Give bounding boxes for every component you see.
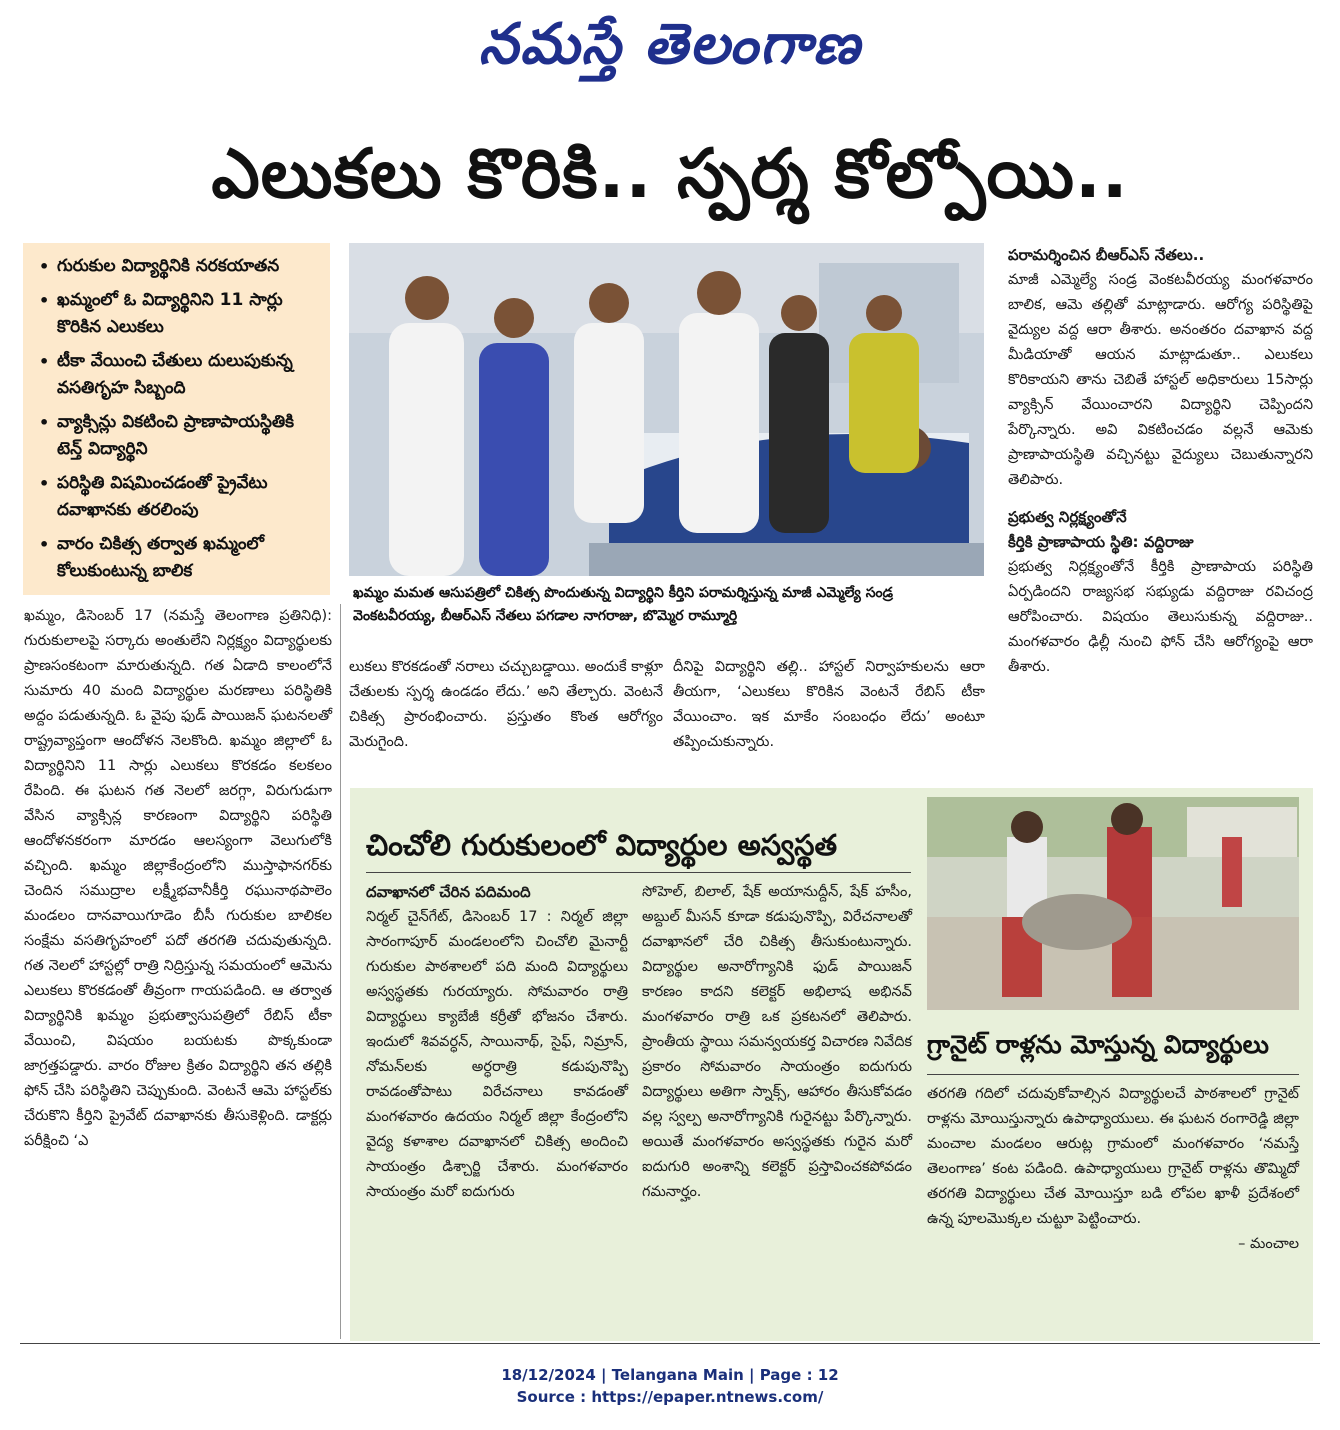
title-underline [366, 872, 911, 873]
students-granite-photo [927, 797, 1299, 1010]
column-divider [340, 604, 341, 1339]
article-mid-column-2: దీనిపై విద్యార్థిని తల్లి.. హాస్టల్ నిర్వాహకులను ఆరా తీయగా, ‘ఎలుకలు కొరికిన వెంటనే రేబిస్ టీకా వేయించాం. ఇక మాకేం సంబంధం లేదు’ అంటూ తప్పించుకున్నారు. [673, 659, 985, 750]
newspaper-logo: నమస్తే తెలంగాణ [478, 11, 862, 77]
photo-caption: ఖమ్మం మమత ఆసుపత్రిలో చికిత్స పొందుతున్న విద్యార్థిని కీర్తిని పరామర్శిస్తున్న మాజీ ఎమ్మెల్యే సండ్ర వెంకటవీరయ్య, బీఆర్‌ఎస్ నేతలు పగడాల నాగరాజు, బొమ్మెర రామ్మూర్తి [353, 585, 893, 624]
page-footer [0, 1364, 1340, 1408]
highlight-item: • వ్యాక్సిన్లు వికటించి ప్రాణాపాయస్థితికి టెన్త్ విద్యార్థిని [39, 412, 295, 459]
highlights-box [23, 243, 330, 595]
article-right-column: పరామర్శించిన బీఆర్‌ఎస్ నేతలు.. మాజీ ఎమ్మెల్యే సండ్ర వెంకటవీరయ్య మంగళవారం బాలిక, ఆమె తల్లితో మాట్లాడారు. ఆరోగ్య పరిస్థితిపై వైద్యుల వద్ద ఆరా తీశారు. అనంతరం దవాఖాన వద్ద మీడియాతో ఆయన మాట్లాడుతూ.. ఎలుకలు కొరికాయని తాను చెబితే హాస్టల్ అధికారులు 15సార్లు వ్యాక్సిన్ వేయించారని విద్యార్థిని చెప్పిందని పేర్కొన్నారు. అవి వికటించడం వల్లనే ఆమెకు ప్రాణాపాయస్థితి వచ్చినట్టు వైద్యులు చెబుతున్నారని తెలిపారు. ప్రభుత్వ నిర్లక్ష్యంతోనే కీర్తికి ప్రాణాపాయ స్థితి: వద్దిరాజు ప్రభుత్వ నిర్లక్ష్యంతోనే కీర్తికి ప్రాణాపాయ పరిస్థితి ఏర్పడిందని రాజ్యసభ సభ్యుడు వద్దిరాజు రవిచంద్ర ఆరోపించారు. విషయం తెలుసుకున్న వద్దిరాజు.. మంగళవారం ఢిల్లీ నుంచి ఫోన్ చేసి ఆరోగ్యంపై ఆరా తీశారు. [1008, 243, 1313, 680]
granite-story-heading: గ్రానైట్ రాళ్లను మోస్తున్న విద్యార్థులు [927, 1030, 1269, 1059]
article-left-column [24, 604, 332, 1154]
story-title: చించోలి గురుకులంలో విద్యార్థుల అస్వస్థత [366, 828, 838, 862]
masthead [0, 4, 1340, 84]
article-body: ఖమ్మం, డిసెంబర్ 17 (నమస్తే తెలంగాణ ప్రతినిధి): గురుకులాలపై సర్కారు అంతులేని నిర్లక్ష్యం విద్యార్థులకు ప్రాణసంకటంగా మారుతున్నది. గత ఏడాది కాలంలోనే సుమారు 40 మంది విద్యార్థుల మరణాలు పరిస్థితికి అద్దం పడుతున్నది. ఓ వైపు ఫుడ్ పాయిజన్ ఘటనలతో రాష్ట్రవ్యాప్తంగా ఆందోళన నెలకొంది. ఖమ్మం జిల్లాలో ఓ విద్యార్థినిని 11 సార్లు ఎలుకలు కొరకడం కలకలం రేపింది. ఈ ఘటన గత నెలలో జరగ్గా, విరుగుడుగా వేసిన వ్యాక్సిన్ల కారణంగా విద్యార్థిని పరిస్థితి ఆందోళనకరంగా మారడం ఆలస్యంగా వెలుగులోకి వచ్చింది. ఖమ్మం జిల్లాకేంద్రంలోని ముస్తాఫానగర్‌కు చెందిన సముద్రాల లక్ష్మీభవానీకీర్తి రఘునాథపాలెం మండలం దానవాయిగూడెం బీసీ గురుకుల బాలికల సంక్షేమ వసతిగృహంలో పదో తరగతి చదువుతున్నది. గత నెలలో హాస్టల్లో రాత్రి నిద్రిస్తున్న సమయంలో ఆమెను ఎలుకలు కొరకడంతో తీవ్రంగా గాయపడింది. ఆ తర్వాత విద్యార్థినికి ఖమ్మం ప్రభుత్వాసుపత్రిలో రేబిస్ టీకా వేయించి, విషయం బయటకు పొక్కకుండా జాగ్రత్తపడ్డారు. వారం రోజుల క్రితం విద్యార్థిని తన తల్లికి ఫోన్ చేసి పరిస్థితిని చెప్పుకుంది. వెంటనే ఆమె హాస్టల్‌కు చేరుకొని కీర్తిని ప్రైవేట్ దవాఖానకు తీసుకెళ్లింది. డాక్టర్లు పరీక్షించి ‘ఎ [24, 608, 332, 1149]
story-column-2: సోహెల్, బిలాల్, షేక్ అయానుద్దీన్, షేక్ హసీం, అబ్దుల్ మీసన్ కూడా కడుపునొప్పి, విరేచనాలతో దవాఖానలో చేరి చికిత్స తీసుకుంటున్నారు. విద్యార్థుల అనారోగ్యానికి ఫుడ్ పాయిజన్ కారణం కాదని కలెక్టర్ అభిలాష అభినవ్ మంగళవారం రాత్రి ఒక ప్రకటనలో తెలిపారు. ప్రాంతీయ స్థాయి సమన్వయకర్త విచారణ నివేదిక ప్రకారం సోమవారం సాయంత్రం ఐదుగురు విద్యార్థులు అతిగా స్నాక్స్, ఆహారం తీసుకోవడం వల్ల స్వల్ప అనారోగ్యానికి గురైనట్టు పేర్కొన్నారు. అయితే మంగళవారం అస్వస్థతకు గురైన మరో ఐదుగురి అంశాన్ని కలెక్టర్ ప్రస్తావించకపోవడం గమనార్హం. [642, 884, 912, 1200]
subheading: ప్రభుత్వ నిర్లక్ష్యంతోనే [1008, 508, 1127, 526]
article-mid-column-1: లుకలు కొరకడంతో నరాలు చచ్చుబడ్డాయి. అందుకే కాళ్లూ చేతులకు స్పర్శ ఉండడం లేదు.’ అని తేల్చారు. వెంటనే చికిత్స ప్రారంభించారు. ప్రస్తుతం కొంత ఆరోగ్యం మెరుగైంది. [349, 659, 663, 750]
subheading: కీర్తికి ప్రాణాపాయ స్థితి: వద్దిరాజు [1008, 533, 1194, 551]
photo-illustration [927, 797, 1299, 1010]
hospital-visit-photo [349, 243, 984, 576]
footer-source[interactable]: Source : https://epaper.ntnews.com/ [516, 1388, 824, 1406]
heading-underline [927, 1074, 1299, 1075]
page-bottom-rule [20, 1343, 1320, 1344]
granite-story-body: తరగతి గదిలో చదువుకోవాల్సిన విద్యార్థులచే పాఠశాలలో గ్రానైట్ రాళ్లను మోయిస్తున్నారు ఉపాధ్యాయులు. ఈ ఘటన రంగారెడ్డి జిల్లా మంచాల మండలం ఆరుట్ల గ్రామంలో మంగళవారం ‘నమస్తే తెలంగాణ’ కంట పడింది. ఉపాధ్యాయులు గ్రానైట్ రాళ్లను తొమ్మిదో తరగతి విద్యార్థులు చేత మోయిస్తూ బడి లోపల ఖాళీ ప్రదేశంలో ఉన్న పూలమొక్కల చుట్టూ పెట్టించారు. – మంచాల [927, 1082, 1299, 1257]
story-subhead: దవాఖానలో చేరిన పదిమంది [366, 883, 531, 901]
highlight-item: • వారం చికిత్స తర్వాత ఖమ్మంలో కోలుకుంటున్న బాలిక [39, 534, 265, 581]
footer-date-page: 18/12/2024 | Telangana Main | Page : 12 [501, 1366, 839, 1384]
highlight-item: • ఖమ్మంలో ఓ విద్యార్థినిని 11 సార్లు కొరికిన ఎలుకలు [39, 290, 283, 337]
highlight-item: • గురుకుల విద్యార్థినికి నరకయాతన [39, 256, 280, 276]
story-column-1: దవాఖానలో చేరిన పదిమంది నిర్మల్ చైన్‌గేట్, డిసెంబర్ 17 : నిర్మల్ జిల్లా సారంగాపూర్ మండలంలోని చించోలి మైనార్టీ గురుకుల పాఠశాలలో పది మంది విద్యార్థులు అస్వస్థతకు గురయ్యారు. సోమవారం రాత్రి విద్యార్థులు క్యాబేజీ కర్రీతో భోజనం చేశారు. ఇందులో శివవర్ధన్, సాయినాథ్, సైఫ్, నిమ్రాన్, నోమన్‌లకు అర్ధరాత్రి కడుపునొప్పి రావడంతోపాటు విరేచనాలు కావడంతో మంగళవారం ఉదయం నిర్మల్ జిల్లా కేంద్రంలోని వైద్య కళాశాల దవాఖానలో చికిత్స అందించి సాయంత్రం డిశ్చార్జి చేశారు. మంగళవారం సాయంత్రం మరో ఐదుగురు [366, 880, 628, 1205]
highlight-item: • పరిస్థితి విషమించడంతో ప్రైవేటు దవాఖానకు తరలింపు [39, 473, 268, 520]
photo-illustration [349, 243, 984, 576]
highlight-item: • టీకా వేయించి చేతులు దులుపుకున్న వసతిగృహ సిబ్బంది [39, 351, 293, 398]
reporter-credit: – మంచాల [1238, 1236, 1299, 1252]
main-headline: ఎలుకలు కొరికి.. స్పర్శ కోల్పోయి.. [211, 135, 1129, 214]
subheading: పరామర్శించిన బీఆర్‌ఎస్ నేతలు.. [1008, 246, 1205, 264]
